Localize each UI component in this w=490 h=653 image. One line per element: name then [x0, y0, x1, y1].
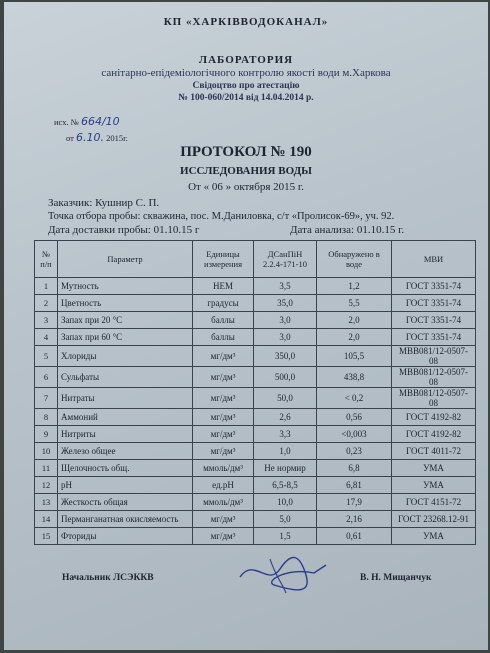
cell-found: 2,16 [317, 511, 392, 528]
document-sheet [4, 2, 488, 650]
cell-number: 14 [35, 511, 58, 528]
cell-norm: 35,0 [254, 295, 317, 312]
cell-norm: 3,0 [254, 329, 317, 346]
table-row [35, 329, 476, 346]
analysis-date-line: Дата анализа: 01.10.15 г. [290, 224, 405, 236]
cell-number: 8 [35, 409, 58, 426]
cell-found: 2,0 [317, 329, 392, 346]
col-header-found: Обнаружено в воде [317, 241, 392, 278]
cell-method: ГОСТ 3351-74 [392, 329, 476, 346]
outgoing-number-label: исх. № [54, 117, 79, 127]
results-table [34, 240, 476, 545]
cell-method: МВВ081/12-0507-08 [392, 346, 476, 367]
cell-method: УМА [392, 528, 476, 545]
cell-parameter: Мутность [58, 278, 193, 295]
cell-number: 6 [35, 367, 58, 388]
cell-units: мг/дм³ [193, 426, 254, 443]
cell-number: 11 [35, 460, 58, 477]
cell-norm: 5,0 [254, 511, 317, 528]
cell-number: 1 [35, 278, 58, 295]
cell-found: 17,9 [317, 494, 392, 511]
cell-found: < 0,2 [317, 388, 392, 409]
cell-number: 4 [35, 329, 58, 346]
delivery-date-line: Дата доставки пробы: 01.10.15 г [48, 224, 200, 236]
cell-found: 0,61 [317, 528, 392, 545]
cell-parameter: Сульфаты [58, 367, 193, 388]
lab-subtitle: санітарно-епідеміологічного контролю якості води м.Харкова [101, 67, 391, 79]
cell-parameter: Запах при 20 °С [58, 312, 193, 329]
sampling-point-line: Точка отбора пробы: скважина, пос. М.Даниловка, с/т «Пролисок-69», уч. 92. [48, 211, 395, 222]
table-row [35, 388, 476, 409]
cell-found: 6,8 [317, 460, 392, 477]
cell-found: 438,8 [317, 367, 392, 388]
chief-name: В. Н. Мищанчук [360, 573, 432, 583]
cell-units: мг/дм³ [193, 443, 254, 460]
organization-name: КП «ХАРКІВВОДОКАНАЛ» [163, 16, 329, 28]
cell-found: 6,81 [317, 477, 392, 494]
cell-method: УМА [392, 460, 476, 477]
cell-found: 2,0 [317, 312, 392, 329]
outgoing-date-year: 2015г. [106, 133, 128, 143]
cell-parameter: Цветность [58, 295, 193, 312]
table-row [35, 346, 476, 367]
cell-method: ГОСТ 23268.12-91 [392, 511, 476, 528]
table-row [35, 426, 476, 443]
cell-parameter: Нитраты [58, 388, 193, 409]
cell-parameter: Фториды [58, 528, 193, 545]
cell-parameter: Перманганатная окисляемость [58, 511, 193, 528]
table-row [35, 460, 476, 477]
cell-number: 12 [35, 477, 58, 494]
table-row [35, 511, 476, 528]
cell-units: мг/дм³ [193, 528, 254, 545]
cell-number: 13 [35, 494, 58, 511]
table-header-row [35, 241, 476, 278]
table-row [35, 312, 476, 329]
cell-method: ГОСТ 4011-72 [392, 443, 476, 460]
cell-found: 0,56 [317, 409, 392, 426]
col-header-method: МВИ [392, 241, 476, 278]
cell-method: ГОСТ 3351-74 [392, 295, 476, 312]
cell-found: 1,2 [317, 278, 392, 295]
table-row [35, 528, 476, 545]
cell-number: 3 [35, 312, 58, 329]
cell-parameter: рН [58, 477, 193, 494]
cell-units: НЕМ [193, 278, 254, 295]
cell-norm: 10,0 [254, 494, 317, 511]
cell-units: мг/дм³ [193, 511, 254, 528]
table-row [35, 494, 476, 511]
outgoing-date [66, 131, 128, 144]
cell-parameter: Нитриты [58, 426, 193, 443]
table-row [35, 367, 476, 388]
col-header-units: Единицы измерения [193, 241, 254, 278]
cell-norm: 350,0 [254, 346, 317, 367]
cell-found: 105,5 [317, 346, 392, 367]
cell-parameter: Аммоний [58, 409, 193, 426]
cell-found: <0,003 [317, 426, 392, 443]
certificate-line2: № 100-060/2014 від 14.04.2014 р. [178, 93, 314, 103]
cell-parameter: Запах при 60 °С [58, 329, 193, 346]
cell-number: 7 [35, 388, 58, 409]
cell-norm: 6,5-8,5 [254, 477, 317, 494]
cell-norm: 1,0 [254, 443, 317, 460]
cell-number: 10 [35, 443, 58, 460]
col-header-norm: ДСанПіН 2.2.4-171-10 [254, 241, 317, 278]
cell-method: ГОСТ 3351-74 [392, 278, 476, 295]
outgoing-date-value: 6.10. [75, 131, 104, 144]
cell-units: мг/дм³ [193, 346, 254, 367]
certificate-line1: Свідоцтво про атестацію [192, 81, 300, 91]
cell-method: МВВ081/12-0507-08 [392, 367, 476, 388]
cell-found: 5,5 [317, 295, 392, 312]
cell-norm: 500,0 [254, 367, 317, 388]
cell-number: 9 [35, 426, 58, 443]
customer-line: Заказчик: Кушнир С. П. [48, 197, 160, 209]
cell-norm: 3,5 [254, 278, 317, 295]
col-header-number: № п/п [35, 241, 58, 278]
cell-units: мг/дм³ [193, 388, 254, 409]
protocol-title: ПРОТОКОЛ № 190 [180, 144, 312, 160]
cell-units: ммоль/дм³ [193, 460, 254, 477]
table-row [35, 477, 476, 494]
cell-method: ГОСТ 4151-72 [392, 494, 476, 511]
cell-norm: 3,3 [254, 426, 317, 443]
cell-number: 2 [35, 295, 58, 312]
cell-parameter: Хлориды [58, 346, 193, 367]
cell-method: МВВ081/12-0507-08 [392, 388, 476, 409]
cell-method: УМА [392, 477, 476, 494]
lab-title: ЛАБОРАТОРИЯ [198, 54, 294, 66]
cell-norm: Не нормир [254, 460, 317, 477]
outgoing-date-label: от [66, 133, 74, 143]
cell-units: мг/дм³ [193, 367, 254, 388]
cell-norm: 50,0 [254, 388, 317, 409]
cell-units: ед.рН [193, 477, 254, 494]
table-row [35, 443, 476, 460]
cell-method: ГОСТ 4192-82 [392, 409, 476, 426]
cell-units: баллы [193, 329, 254, 346]
cell-norm: 2,6 [254, 409, 317, 426]
protocol-date: От « 06 » октября 2015 г. [188, 181, 304, 193]
col-header-parameter: Параметр [58, 241, 193, 278]
cell-parameter: Щелочность общ. [58, 460, 193, 477]
cell-norm: 3,0 [254, 312, 317, 329]
cell-units: ммоль/дм³ [193, 494, 254, 511]
table-row [35, 278, 476, 295]
cell-method: ГОСТ 3351-74 [392, 312, 476, 329]
cell-units: градусы [193, 295, 254, 312]
cell-method: ГОСТ 4192-82 [392, 426, 476, 443]
cell-units: баллы [193, 312, 254, 329]
cell-norm: 1,5 [254, 528, 317, 545]
cell-number: 5 [35, 346, 58, 367]
chief-label: Начальник ЛСЭККВ [62, 573, 154, 583]
cell-found: 0,23 [317, 443, 392, 460]
outgoing-number-value: 664/10 [80, 115, 120, 128]
cell-parameter: Железо общее [58, 443, 193, 460]
table-row [35, 409, 476, 426]
cell-parameter: Жесткость общая [58, 494, 193, 511]
outgoing-number [54, 115, 120, 128]
cell-number: 15 [35, 528, 58, 545]
cell-units: мг/дм³ [193, 409, 254, 426]
signature-image [234, 547, 330, 597]
protocol-subtitle: ИССЛЕДОВАНИЯ ВОДЫ [180, 165, 312, 177]
table-row [35, 295, 476, 312]
